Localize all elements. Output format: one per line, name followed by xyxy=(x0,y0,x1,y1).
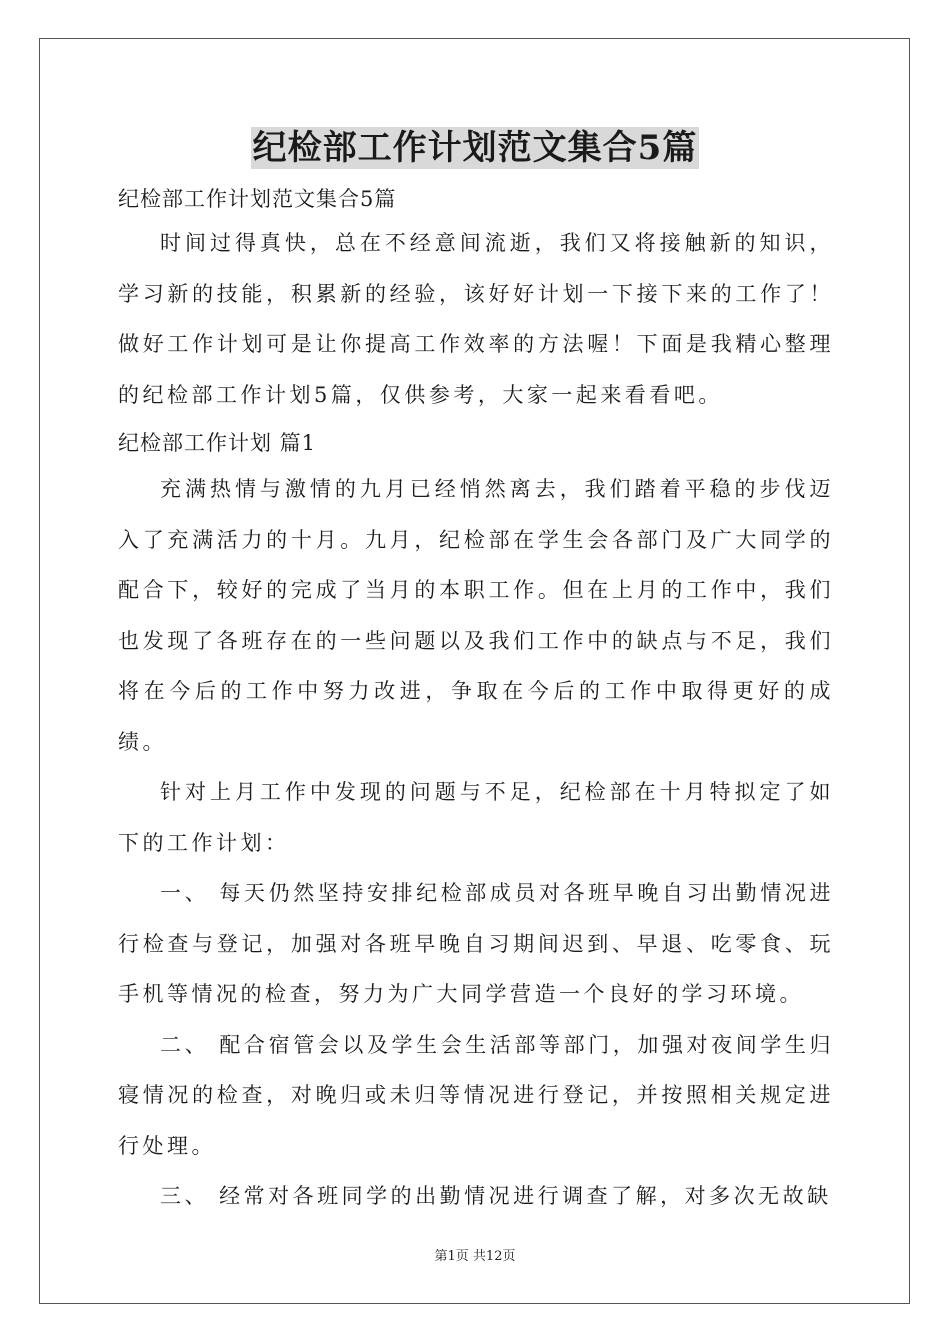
intro-paragraph: 时间过得真快，总在不经意间流逝，我们又将接触新的知识，学习新的技能，积累新的经验，该好好计划一下接下来的工作了！做好工作计划可是让你提高工作效率的方法喔！下面是我精心整理的纪检部工作计划5篇，仅供参考，大家一起来看看吧。 xyxy=(118,231,834,407)
body-paragraph-5: 三、 经常对各班同学的出勤情况进行调查了解，对多次无故缺 xyxy=(160,1184,832,1208)
body-paragraph-2: 针对上月工作中发现的问题与不足，纪检部在十月特拟定了如下的工作计划： xyxy=(118,780,834,855)
body-paragraph-3: 一、 每天仍然坚持安排纪检部成员对各班早晚自习出勤情况进行检查与登记，加强对各班早晚自习期间迟到、早退、吃零食、玩手机等情况的检查，努力为广大同学营造一个良好的学习环境。 xyxy=(118,881,834,1006)
page-footer: 第1页 共12页 xyxy=(434,1249,516,1264)
document-title: 纪检部工作计划范文集合5篇 xyxy=(252,128,698,168)
body-paragraph-1: 充满热情与激情的九月已经悄然离去，我们踏着平稳的步伐迈入了充满活力的十月。九月，纪检部在学生会各部门及广大同学的配合下，较好的完成了当月的本职工作。但在上月的工作中，我们也发现了各班存在的一些问题以及我们工作中的缺点与不足，我们将在今后的工作中努力改进，争取在今后的工作中取得更好的成绩。 xyxy=(118,477,834,754)
body-paragraph-4: 二、 配合宿管会以及学生会生活部等部门，加强对夜间学生归寝情况的检查，对晚归或未归等情况进行登记，并按照相关规定进行处理。 xyxy=(118,1032,834,1158)
document-subtitle: 纪检部工作计划范文集合5篇 xyxy=(118,187,397,211)
title-container xyxy=(0,127,950,169)
section-heading: 纪检部工作计划 篇1 xyxy=(118,431,317,455)
document-body xyxy=(118,180,834,1222)
